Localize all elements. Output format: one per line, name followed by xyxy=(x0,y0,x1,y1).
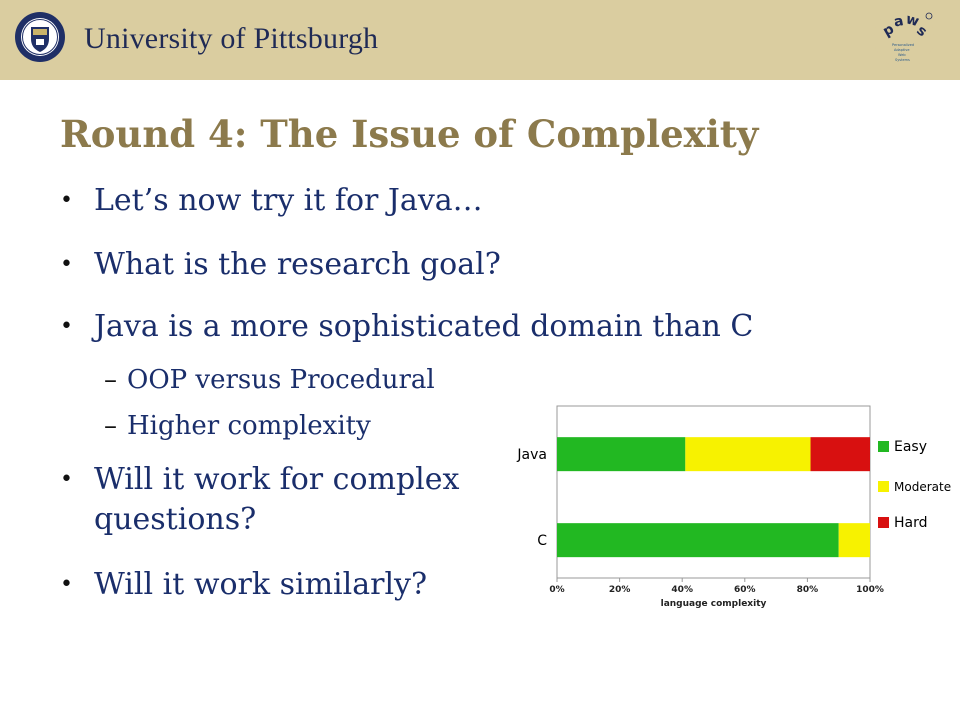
svg-text:Adaptive: Adaptive xyxy=(894,48,910,52)
x-tick-label: 100% xyxy=(856,585,884,595)
x-axis-label: language complexity xyxy=(660,599,767,609)
legend-label: Easy xyxy=(894,439,928,455)
university-name: University of Pittsburgh xyxy=(84,22,379,55)
legend-label: Hard xyxy=(894,515,928,531)
bullet-text: Will it work for complex xyxy=(94,462,460,497)
sub-bullet-text: OOP versus Procedural xyxy=(127,365,435,395)
category-label: C xyxy=(537,533,547,550)
bar-segment-easy xyxy=(557,523,839,557)
header-bar xyxy=(0,0,960,80)
x-tick-label: 20% xyxy=(608,585,631,595)
legend-swatch xyxy=(878,441,889,452)
category-label: Java xyxy=(517,447,547,464)
legend-label: Moderate xyxy=(894,480,952,494)
bar-segment-moderate xyxy=(839,523,870,557)
x-tick-label: 0% xyxy=(549,585,565,595)
bar-segment-hard xyxy=(811,437,870,471)
bullet-dot: • xyxy=(60,467,73,492)
legend-swatch xyxy=(878,517,889,528)
x-tick-label: 40% xyxy=(671,585,693,595)
svg-text:s: s xyxy=(913,22,931,41)
sub-bullet-item xyxy=(104,365,435,395)
bullet-dot: • xyxy=(60,314,73,339)
legend-swatch xyxy=(878,481,889,492)
sub-bullet-dash: – xyxy=(104,411,117,441)
svg-text:Systems: Systems xyxy=(895,58,910,62)
x-tick-label: 80% xyxy=(796,585,819,595)
svg-text:Personalized: Personalized xyxy=(892,43,915,47)
svg-text:a: a xyxy=(892,13,905,31)
sub-bullet-dash: – xyxy=(104,365,117,395)
bullet-dot: • xyxy=(60,572,73,597)
bullet-text: Let’s now try it for Java… xyxy=(94,183,483,218)
university-seal-icon xyxy=(14,11,66,63)
svg-text:Web: Web xyxy=(898,53,906,57)
x-tick-label: 60% xyxy=(734,585,756,595)
bar-segment-easy xyxy=(557,437,685,471)
paws-logo-icon xyxy=(872,6,936,70)
sub-bullet-item xyxy=(104,411,371,441)
svg-text:p: p xyxy=(880,21,897,40)
svg-text:w: w xyxy=(904,11,921,31)
bullet-text-continuation: questions? xyxy=(94,502,257,537)
bullet-text: Java is a more sophisticated domain than C xyxy=(94,309,754,344)
complexity-chart xyxy=(495,398,955,613)
bullet-dot: • xyxy=(60,252,73,277)
slide-title: Round 4: The Issue of Complexity xyxy=(60,112,759,156)
bar-segment-moderate xyxy=(685,437,810,471)
sub-bullet-text: Higher complexity xyxy=(127,411,371,441)
bullet-dot: • xyxy=(60,188,73,213)
bullet-text: Will it work similarly? xyxy=(94,567,428,602)
bullet-text: What is the research goal? xyxy=(94,247,501,282)
